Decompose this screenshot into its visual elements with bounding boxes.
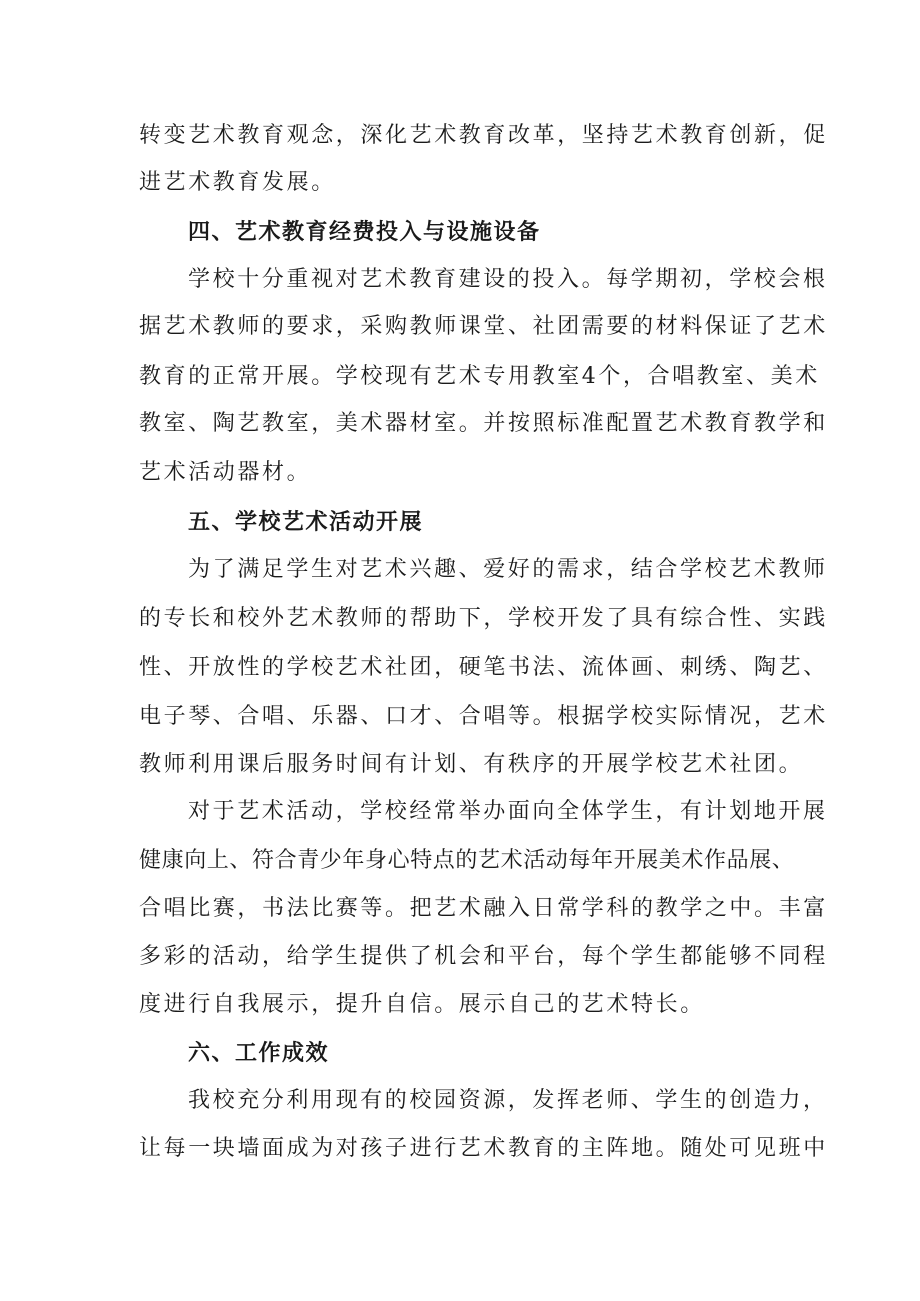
section-heading-4: 四、艺术教育经费投入与设施设备 bbox=[188, 220, 541, 245]
body-line: 合唱比赛，书法比赛等。把艺术融入日常学科的教学之中。丰富 bbox=[139, 896, 828, 921]
body-line: 艺术活动器材。 bbox=[139, 460, 312, 485]
body-line: 度进行自我展示，提升自信。展示自己的艺术特长。 bbox=[139, 992, 705, 1017]
section-heading-6: 六、工作成效 bbox=[188, 1041, 330, 1066]
body-line: 据艺术教师的要求，采购教师课堂、社团需要的材料保证了艺术 bbox=[139, 314, 828, 339]
body-line: 教师利用课后服务时间有计划、有秩序的开展学校艺术社团。 bbox=[139, 752, 804, 777]
body-line: 让每一块墙面成为对孩子进行艺术教育的主阵地。随处可见班中 bbox=[139, 1136, 828, 1161]
body-line: 多彩的活动，给学生提供了机会和平台，每个学生都能够不同程 bbox=[139, 944, 828, 969]
body-line: 电子琴、合唱、乐器、口才、合唱等。根据学校实际情况，艺术 bbox=[139, 704, 828, 729]
body-line: 健康向上、符合青少年身心特点的艺术活动每年开展美术作品展、 bbox=[139, 848, 795, 873]
body-line: 转变艺术教育观念，深化艺术教育改革，坚持艺术教育创新，促 bbox=[139, 123, 828, 148]
body-line: 进艺术教育发展。 bbox=[139, 170, 336, 195]
body-line: 教育的正常开展。学校现有艺术专用教室4个，合唱教室、美术 bbox=[139, 364, 820, 389]
body-line: 对于艺术活动，学校经常举办面向全体学生，有计划地开展 bbox=[188, 799, 828, 824]
section-heading-5: 五、学校艺术活动开展 bbox=[188, 510, 424, 535]
body-line: 学校十分重视对艺术教育建设的投入。每学期初，学校会根 bbox=[188, 267, 828, 292]
body-line: 我校充分利用现有的校园资源，发挥老师、学生的创造力， bbox=[188, 1088, 828, 1113]
body-line: 性、开放性的学校艺术社团，硬笔书法、流体画、刺绣、陶艺、 bbox=[139, 655, 828, 680]
body-line: 为了满足学生对艺术兴趣、爱好的需求，结合学校艺术教师 bbox=[188, 557, 828, 582]
body-line: 教室、陶艺教室，美术器材室。并按照标准配置艺术教育教学和 bbox=[139, 411, 828, 436]
body-line: 的专长和校外艺术教师的帮助下，学校开发了具有综合性、实践 bbox=[139, 606, 828, 631]
